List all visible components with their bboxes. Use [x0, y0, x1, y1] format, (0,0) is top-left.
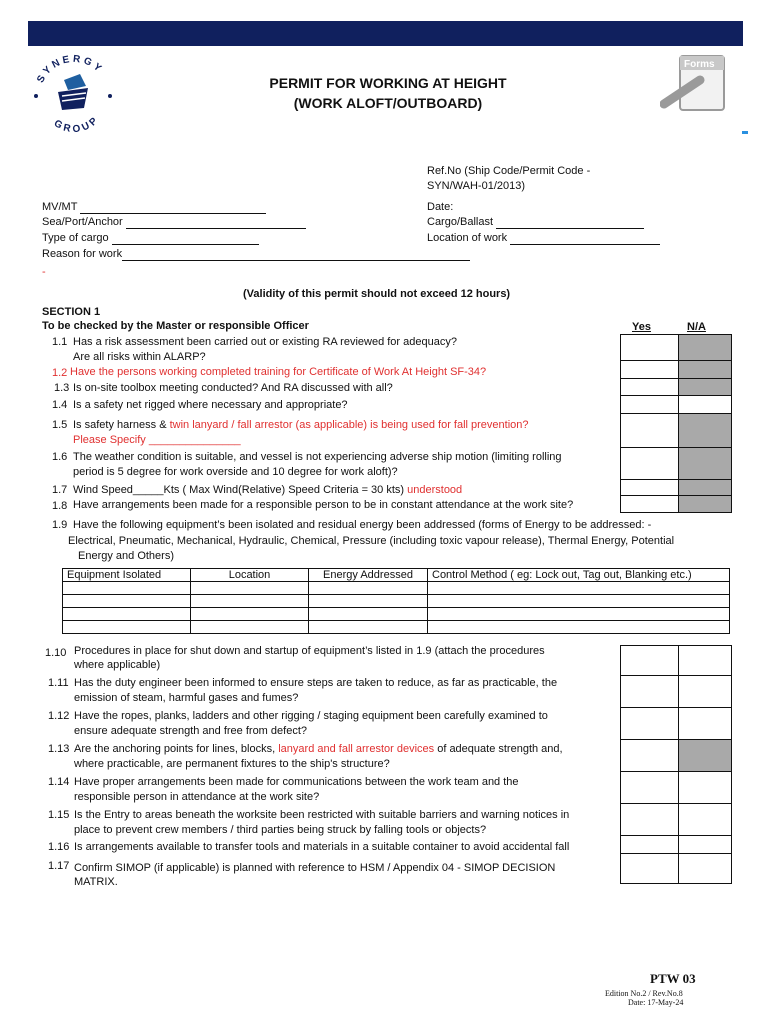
item-1-5-specify[interactable]: Please Specify _______________: [73, 434, 241, 446]
item-1-2-text: Have the persons working completed training for Certificate of Work At Height SF-34?: [70, 366, 487, 378]
section-subheading: To be checked by the Master or responsible Officer: [42, 320, 309, 332]
cell-yes-1-10[interactable]: [621, 646, 679, 676]
field-reason[interactable]: [42, 247, 470, 261]
item-1-7-text: [73, 483, 462, 497]
item-1-16-text: Is arrangements available to transfer tools and materials in a suitable container to avoid accidental fall: [74, 841, 570, 853]
item-1-13-number: 1.13: [48, 743, 70, 755]
row-1-17: [621, 854, 732, 884]
cell-yes-1-3[interactable]: [621, 379, 679, 396]
item-1-17-text: Confirm SIMOP (if applicable) is planned with reference to HSM / Appendix 04 - SIMOP DECISION: [74, 862, 556, 874]
location-label: Location of work: [427, 232, 508, 244]
control-cell[interactable]: [428, 582, 730, 595]
item-1-14-text: Have proper arrangements been made for communications between the work team and the: [74, 776, 519, 788]
svg-text:GROUP: [52, 114, 102, 132]
field-mv-mt[interactable]: [42, 200, 266, 214]
dash-mark: -: [42, 266, 46, 278]
cargo-type-line: [112, 232, 259, 245]
ref-line-1: Ref.No (Ship Code/Permit Code -: [427, 165, 591, 177]
cell-na-1-14[interactable]: [679, 772, 732, 804]
cell-na-1-16[interactable]: [679, 836, 732, 854]
item-1-11-number: 1.11: [48, 677, 69, 689]
cell-na-1-10[interactable]: [679, 646, 732, 676]
item-1-15-text: Is the Entry to areas beneath the worksite been restricted with suitable barriers and warning notices in: [74, 809, 570, 821]
cell-na-1-11[interactable]: [679, 676, 732, 708]
cell-na-1-8: [679, 496, 732, 513]
item-1-5-text: [73, 418, 529, 432]
location-line: [510, 232, 660, 245]
item-1-12-number: 1.12: [48, 710, 70, 722]
item-1-13-text-2: where practicable, are permanent fixtures to the ship's structure?: [74, 758, 390, 770]
field-cargo-ballast[interactable]: [427, 215, 644, 229]
cell-na-1-3: [679, 379, 732, 396]
cargo-ballast-line: [496, 216, 644, 229]
equipment-cell[interactable]: [63, 621, 191, 634]
mv-mt-label: MV/MT: [42, 201, 78, 213]
cell-na-1-5: [679, 414, 732, 448]
row-1-12: [621, 708, 732, 740]
forms-label: Forms: [684, 59, 715, 70]
item-1-1-number: 1.1: [52, 336, 68, 348]
cell-yes-1-17[interactable]: [621, 854, 679, 884]
row-1-14: [621, 772, 732, 804]
cell-yes-1-8[interactable]: [621, 496, 679, 513]
row-1-13: [621, 740, 732, 772]
control-cell[interactable]: [428, 621, 730, 634]
item-1-4-number: 1.4: [52, 399, 68, 411]
item-1-14-number: 1.14: [48, 776, 70, 788]
row-1-7: [621, 480, 732, 496]
header-equipment-isolated: Equipment Isolated: [63, 569, 191, 582]
cell-na-1-12[interactable]: [679, 708, 732, 740]
checklist-table-1: [620, 334, 732, 513]
row-1-11: [621, 676, 732, 708]
cell-yes-1-15[interactable]: [621, 804, 679, 836]
cargo-type-label: Type of cargo: [42, 232, 109, 244]
item-1-17-text-2: MATRIX.: [74, 876, 118, 888]
item-1-5-number: 1.5: [52, 419, 68, 431]
cell-na-1-2: [679, 361, 732, 379]
row-1-3: [621, 379, 732, 396]
equipment-cell[interactable]: [63, 582, 191, 595]
header-control-method: Control Method ( eg: Lock out, Tag out, Blanking etc.): [428, 569, 730, 582]
location-cell[interactable]: [191, 608, 309, 621]
item-1-10-text-2: where applicable): [74, 659, 161, 671]
row-1-8: [621, 496, 732, 513]
row-1-6: [621, 448, 732, 480]
na-header: N/A: [687, 321, 706, 333]
energy-cell[interactable]: [309, 621, 428, 634]
row-1-10: [621, 646, 732, 676]
location-cell[interactable]: [191, 582, 309, 595]
item-1-14-text-2: responsible person in attendance at the work site?: [74, 791, 320, 803]
cell-na-1-4[interactable]: [679, 396, 732, 414]
field-cargo-type[interactable]: [42, 231, 259, 245]
item-1-10-text: Procedures in place for shut down and startup of equipment’s listed in 1.9 (attach the procedures: [74, 645, 545, 657]
cell-na-1-6: [679, 448, 732, 480]
mv-mt-line: [80, 201, 266, 214]
field-date[interactable]: Date:: [427, 201, 454, 213]
item-1-10-number: 1.10: [45, 647, 67, 659]
item-1-2-number: 1.2: [52, 367, 68, 379]
row-1-2: [621, 361, 732, 379]
page-subtitle: (WORK ALOFT/OUTBOARD): [293, 95, 483, 111]
header-energy-addressed: Energy Addressed: [309, 569, 428, 582]
item-1-15-text-2: place to prevent crew members / third parties being struck by falling tools or objects?: [74, 824, 487, 836]
cell-yes-1-12[interactable]: [621, 708, 679, 740]
field-location[interactable]: [427, 231, 660, 245]
form-code: PTW 03: [650, 971, 696, 986]
item-1-11-text-2: emission of steam, harmful gases and fumes?: [74, 692, 299, 704]
cell-yes-1-7[interactable]: [621, 480, 679, 496]
yes-header: Yes: [632, 321, 651, 333]
cell-yes-1-13[interactable]: [621, 740, 679, 772]
item-1-13-text-b: lanyard and fall arrestor devices: [278, 743, 435, 755]
item-1-15-number: 1.15: [48, 809, 70, 821]
item-1-9-number: 1.9: [52, 519, 68, 531]
energy-cell[interactable]: [309, 582, 428, 595]
forms-icon: [660, 54, 728, 116]
item-1-6-text-2: period is 5 degree for work overside and 10 degree for work aloft)?: [73, 466, 398, 478]
cell-na-1-13: [679, 740, 732, 772]
cell-yes-1-2[interactable]: [621, 361, 679, 379]
row-1-4: [621, 396, 732, 414]
item-1-13-text: [74, 742, 563, 756]
row-1-16: [621, 836, 732, 854]
item-1-5-text-a: Is safety harness &: [73, 419, 170, 431]
item-1-1-text-2: Are all risks within ALARP?: [73, 351, 206, 363]
cell-na-1-15[interactable]: [679, 804, 732, 836]
item-1-7-understood: understood: [407, 484, 463, 496]
item-1-9-text: Have the following equipment’s been isolated and residual energy been addressed (forms of Energy to be addressed: -: [73, 519, 652, 531]
cell-na-1-1: [679, 335, 732, 361]
cell-na-1-17[interactable]: [679, 854, 732, 884]
item-1-13-text-c: of adequate strength and,: [434, 743, 563, 755]
reason-label: Reason for work: [42, 248, 123, 260]
control-cell[interactable]: [428, 595, 730, 608]
item-1-4-text: Is a safety net rigged where necessary and appropriate?: [73, 399, 348, 411]
page-title: PERMIT FOR WORKING AT HEIGHT: [269, 75, 507, 91]
control-cell[interactable]: [428, 608, 730, 621]
row-1-15: [621, 804, 732, 836]
cell-na-1-7: [679, 480, 732, 496]
header-bar: [28, 21, 743, 46]
location-cell[interactable]: [191, 621, 309, 634]
cell-yes-1-11[interactable]: [621, 676, 679, 708]
cell-yes-1-4[interactable]: [621, 396, 679, 414]
sea-port-line: [126, 216, 306, 229]
header-location: Location: [191, 569, 309, 582]
edition-info: Edition No.2 / Rev.No.8: [605, 989, 683, 998]
equipment-table-header: [63, 569, 730, 582]
item-1-9-text-3: Energy and Others): [78, 550, 174, 562]
reason-line: [122, 248, 470, 261]
item-1-12-text: Have the ropes, planks, ladders and other rigging / staging equipment been carefully examined to: [74, 710, 548, 722]
energy-cell[interactable]: [309, 595, 428, 608]
equipment-table: [62, 568, 730, 634]
equipment-row: [63, 582, 730, 595]
energy-cell[interactable]: [309, 608, 428, 621]
equipment-cell[interactable]: [63, 608, 191, 621]
ref-line-2: SYN/WAH-01/2013): [427, 180, 526, 192]
blue-mark: [742, 131, 748, 134]
item-1-6-number: 1.6: [52, 451, 68, 463]
item-1-9-text-2: Electrical, Pneumatic, Mechanical, Hydraulic, Chemical, Pressure (including toxic vapour release), Thermal Energy, Potential: [68, 535, 675, 547]
item-1-13-text-a: Are the anchoring points for lines, blocks,: [74, 743, 279, 755]
item-1-8-number: 1.8: [52, 500, 68, 512]
item-1-8-text: Have arrangements been made for a responsible person to be in constant attendance at the work site?: [73, 499, 574, 511]
cell-yes-1-1[interactable]: [621, 335, 679, 361]
checklist-table-2: [620, 645, 732, 884]
equipment-row: [63, 608, 730, 621]
logo-top-text: SYNERGY: [35, 53, 106, 85]
field-sea-port[interactable]: [42, 215, 306, 229]
item-1-16-number: 1.16: [48, 841, 70, 853]
item-1-3-number: 1.3: [54, 382, 70, 394]
cell-yes-1-6[interactable]: [621, 448, 679, 480]
edition-date: Date: 17-May-24: [628, 998, 684, 1007]
sea-port-label: Sea/Port/Anchor: [42, 216, 123, 228]
section-heading: SECTION 1: [42, 306, 101, 318]
equipment-row: [63, 621, 730, 634]
cargo-ballast-label: Cargo/Ballast: [427, 216, 494, 228]
synergy-logo: [28, 52, 118, 132]
cell-yes-1-16[interactable]: [621, 836, 679, 854]
validity-note: (Validity of this permit should not exceed 12 hours): [243, 288, 511, 300]
location-cell[interactable]: [191, 595, 309, 608]
item-1-12-text-2: ensure adequate strength and free from defect?: [74, 725, 307, 737]
item-1-3-text: Is on-site toolbox meeting conducted? And RA discussed with all?: [73, 382, 393, 394]
row-1-1: [621, 335, 732, 361]
item-1-11-text: Has the duty engineer been informed to ensure steps are taken to reduce, as far as practicable, the: [74, 677, 558, 689]
item-1-17-number: 1.17: [48, 860, 70, 872]
item-1-6-text: The weather condition is suitable, and vessel is not experiencing adverse ship motion (limiting rolling: [73, 451, 562, 463]
item-1-5-text-b: twin lanyard / fall arrestor (as applicable) is being used for fall prevention?: [169, 419, 529, 431]
equipment-row: [63, 595, 730, 608]
item-1-7-number: 1.7: [52, 484, 68, 496]
row-1-5: [621, 414, 732, 448]
cell-yes-1-14[interactable]: [621, 772, 679, 804]
item-1-1-text: Has a risk assessment been carried out or existing RA reviewed for adequacy?: [73, 336, 457, 348]
cell-yes-1-5[interactable]: [621, 414, 679, 448]
item-1-7-text-a: Wind Speed_____Kts ( Max Wind(Relative) Speed Criteria = 30 kts): [73, 484, 408, 496]
equipment-cell[interactable]: [63, 595, 191, 608]
logo-bottom-text: GROUP: [51, 113, 102, 132]
